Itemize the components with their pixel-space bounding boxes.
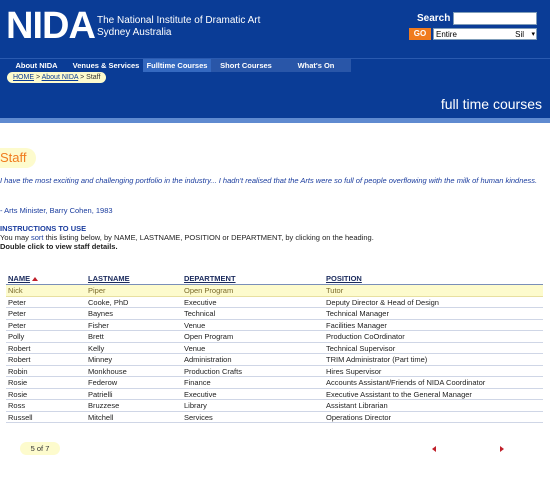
cell-department: Technical <box>184 309 216 318</box>
table-row[interactable] <box>6 331 543 343</box>
cell-name: Rosie <box>8 389 28 399</box>
col-header-department[interactable]: DEPARTMENT <box>184 274 236 283</box>
breadcrumb-current: Staff <box>86 74 101 81</box>
cell-position: Hires Supervisor <box>326 366 382 376</box>
scope-option-right: Sil <box>515 30 524 39</box>
cell-department: Services <box>184 412 213 422</box>
page-title: Staff <box>0 150 27 165</box>
cell-department: Executive <box>184 389 217 399</box>
instructions-sort: sort <box>31 233 44 242</box>
cell-name: Rosie <box>8 378 28 387</box>
cell-lastname: Bruzzese <box>88 401 120 410</box>
staff-table <box>6 272 543 423</box>
search-scope-select[interactable] <box>433 28 537 40</box>
cell-lastname: Cooke, PhD <box>88 297 129 307</box>
table-row[interactable] <box>6 412 543 424</box>
cell-department: Library <box>184 401 207 410</box>
instructions-post: this listing below, by NAME, LASTNAME, POSITION or DEPARTMENT, by clicking on the heading. <box>43 233 374 242</box>
table-row[interactable] <box>6 297 543 309</box>
go-button[interactable]: GO <box>409 28 431 40</box>
cell-department: Venue <box>184 320 206 330</box>
cell-position: Production CoOrdinator <box>326 332 405 341</box>
logo-text: NIDA <box>6 5 95 47</box>
breadcrumb-home[interactable]: HOME <box>13 74 34 81</box>
col-header-name-label: NAME <box>8 274 31 283</box>
cell-name: Robert <box>8 355 31 364</box>
table-body <box>6 285 543 423</box>
cell-position: Facilities Manager <box>326 320 387 330</box>
instructions-heading: INSTRUCTIONS TO USE <box>0 224 87 233</box>
table-row[interactable] <box>6 320 543 332</box>
cell-lastname: Piper <box>88 286 106 295</box>
cell-position: Accounts Assistant/Friends of NIDA Coordinator <box>326 378 486 387</box>
banner-stripe <box>0 118 550 123</box>
nav-tab-venues[interactable]: Venues & Services <box>72 61 140 70</box>
nav-tab-whats-on[interactable]: What's On <box>281 59 351 73</box>
breadcrumb-sep: > <box>78 74 87 81</box>
nav-tab-short[interactable]: Short Courses <box>211 59 281 73</box>
table-row[interactable] <box>6 343 543 355</box>
tagline-line1: The National Institute of Dramatic Art <box>97 15 261 26</box>
instructions-pre: You may <box>0 233 31 242</box>
nav-tab-about[interactable]: About NIDA <box>15 61 58 70</box>
quote-author: - Arts Minister, Barry Cohen, 1983 <box>0 206 113 215</box>
instructions-double-click: Double click to view staff details. <box>0 242 118 251</box>
breadcrumb-sep: > <box>34 74 42 81</box>
table-row[interactable] <box>6 389 543 401</box>
cell-position: Tutor <box>326 286 344 295</box>
banner-title: full time courses <box>440 96 542 112</box>
site-tagline <box>97 15 260 39</box>
page-indicator: 5 of 7 <box>20 442 60 455</box>
cell-department: Administration <box>184 355 232 364</box>
cell-name: Ross <box>8 401 26 410</box>
cell-department: Open Program <box>184 286 234 295</box>
cell-name: Polly <box>8 332 25 341</box>
cell-lastname: Kelly <box>88 343 105 353</box>
nav-tab-fulltime[interactable]: Fulltime Courses <box>143 59 211 73</box>
cell-department: Open Program <box>184 332 234 341</box>
table-row[interactable] <box>6 400 543 412</box>
cell-lastname: Minney <box>88 355 113 364</box>
dropdown-arrow-icon: ▾ <box>531 31 535 38</box>
cell-department: Executive <box>184 297 217 307</box>
col-header-position[interactable]: POSITION <box>326 274 362 283</box>
table-row[interactable] <box>6 354 543 366</box>
table-header <box>6 272 543 285</box>
table-row[interactable] <box>6 377 543 389</box>
nida-logo[interactable] <box>6 5 95 47</box>
table-row[interactable] <box>6 366 543 378</box>
breadcrumb <box>7 72 106 83</box>
cell-lastname: Mitchell <box>88 412 114 422</box>
cell-position: Technical Manager <box>326 309 389 318</box>
col-header-name[interactable] <box>8 274 38 283</box>
intro-quote: I have the most exciting and challenging portfolio in the industry... I hadn't realised that the Arts were so full of people overflowing with the milk of human kindness. <box>0 176 538 185</box>
cell-lastname: Brett <box>88 332 104 341</box>
cell-lastname: Baynes <box>88 309 114 318</box>
cell-lastname: Patrielli <box>88 389 113 399</box>
sort-ascending-icon <box>32 277 38 281</box>
cell-lastname: Fisher <box>88 320 109 330</box>
tagline-line2: Sydney Australia <box>97 27 172 38</box>
cell-name: Peter <box>8 297 26 307</box>
col-header-lastname[interactable]: LASTNAME <box>88 274 130 283</box>
table-row[interactable] <box>6 285 543 297</box>
cell-department: Production Crafts <box>184 366 242 376</box>
cell-position: Operations Director <box>326 412 392 422</box>
cell-name: Nick <box>8 286 23 295</box>
prev-page-icon[interactable] <box>432 446 436 452</box>
scope-option: Entire <box>436 30 457 39</box>
main-nav <box>0 58 550 72</box>
cell-lastname: Federow <box>88 378 118 387</box>
cell-name: Peter <box>8 309 26 318</box>
next-page-icon[interactable] <box>500 446 504 452</box>
table-row[interactable] <box>6 308 543 320</box>
breadcrumb-about[interactable]: About NIDA <box>41 74 79 81</box>
search-input[interactable] <box>453 12 537 25</box>
search-label: Search <box>417 13 451 24</box>
cell-lastname: Monkhouse <box>88 366 127 376</box>
cell-department: Finance <box>184 378 211 387</box>
cell-position: Executive Assistant to the General Manager <box>326 389 472 399</box>
cell-name: Russell <box>8 412 33 422</box>
cell-position: Assistant Librarian <box>326 401 388 410</box>
cell-name: Robert <box>8 343 31 353</box>
cell-position: Deputy Director & Head of Design <box>326 297 439 307</box>
cell-name: Robin <box>8 366 28 376</box>
cell-position: Technical Supervisor <box>326 343 396 353</box>
cell-position: TRIM Administrator (Part time) <box>326 355 428 364</box>
cell-name: Peter <box>8 320 26 330</box>
cell-department: Venue <box>184 343 206 353</box>
